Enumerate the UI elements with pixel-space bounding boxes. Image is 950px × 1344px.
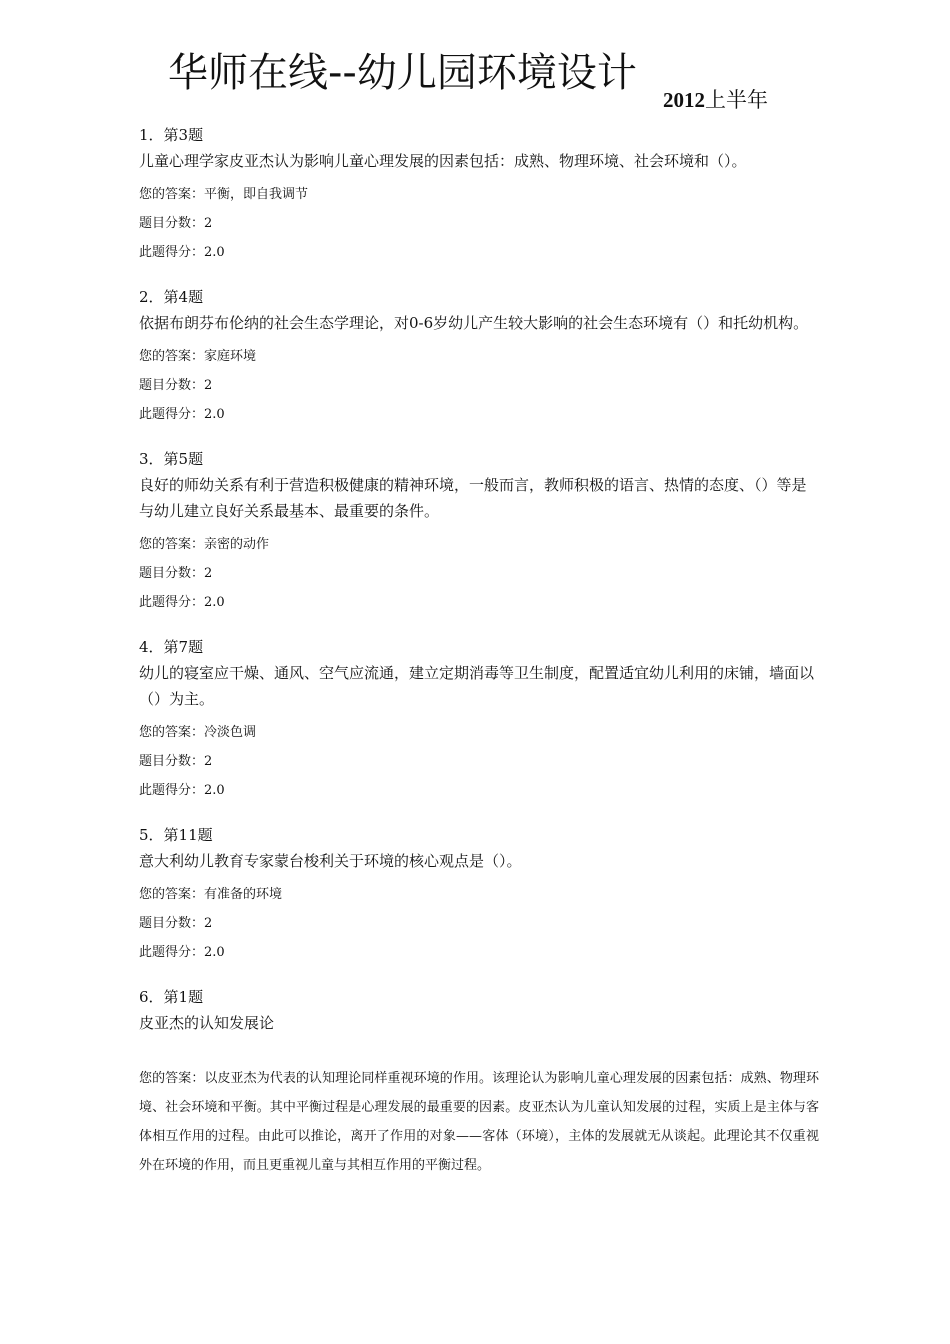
question-number: 2．第4题 (139, 288, 204, 306)
question-number: 6．第1题 (139, 988, 204, 1006)
your-answer: 您的答案：平衡，即自我调节 (139, 187, 309, 202)
question-points: 题目分数：2 (139, 566, 213, 581)
document-header (168, 46, 928, 116)
question-points: 题目分数：2 (139, 378, 213, 393)
question-text: 意大利幼儿教育专家蒙台梭利关于环境的核心观点是（）。 (139, 852, 522, 870)
question-score: 此题得分：2.0 (139, 407, 225, 422)
question-text: 儿童心理学家皮亚杰认为影响儿童心理发展的因素包括：成熟、物理环境、社会环境和（）。 (139, 152, 747, 170)
question-list (139, 122, 819, 1180)
question-item (139, 634, 819, 805)
question-score: 此题得分：2.0 (139, 945, 225, 960)
question-score: 此题得分：2.0 (139, 245, 225, 260)
your-answer: 您的答案：以皮亚杰为代表的认知理论同样重视环境的作用。该理论认为影响儿童心理发展的因素包括：成熟、物理环境、社会环境和平衡。其中平衡过程是心理发展的最重要的因素。皮亚杰认为儿童认知发展的过程，实质上是主体与客体相互作用的过程。由此可以推论，离开了作用的对象——客体（环境），主体的发展就无从谈起。此理论其不仅重视外在环境的作用，而且更重视儿童与其相互作用的平衡过程。 (139, 1071, 819, 1173)
question-points: 题目分数：2 (139, 216, 213, 231)
question-score: 此题得分：2.0 (139, 783, 225, 798)
question-item (139, 446, 819, 617)
year-label: 2012 (663, 88, 705, 112)
question-score: 此题得分：2.0 (139, 595, 225, 610)
question-text: 良好的师幼关系有利于营造积极健康的精神环境，一般而言，教师积极的语言、热情的态度、（）等是与幼儿建立良好关系最基本、最重要的条件。 (139, 476, 807, 520)
your-answer: 您的答案：有准备的环境 (139, 887, 283, 902)
question-number: 3．第5题 (139, 450, 204, 468)
question-number: 1．第3题 (139, 126, 204, 144)
document-term (663, 86, 768, 114)
question-text: 幼儿的寝室应干燥、通风、空气应流通，建立定期消毒等卫生制度，配置适宜幼儿利用的床铺，墙面以（）为主。 (139, 664, 815, 708)
question-number: 4．第7题 (139, 638, 204, 656)
your-answer: 您的答案：亲密的动作 (139, 537, 270, 552)
question-text: 皮亚杰的认知发展论 (139, 1014, 275, 1032)
question-number: 5．第11题 (139, 826, 213, 844)
question-points: 题目分数：2 (139, 754, 213, 769)
question-item (139, 122, 819, 267)
question-item (139, 984, 819, 1180)
document-title: 华师在线--幼儿园环境设计 (168, 50, 637, 96)
question-item (139, 284, 819, 429)
your-answer: 您的答案：冷淡色调 (139, 725, 257, 740)
term-label: 上半年 (705, 88, 768, 112)
question-item (139, 822, 819, 967)
question-points: 题目分数：2 (139, 916, 213, 931)
your-answer: 您的答案：家庭环境 (139, 349, 257, 364)
question-text: 依据布朗芬布伦纳的社会生态学理论，对0-6岁幼儿产生较大影响的社会生态环境有（）和托幼机构。 (139, 314, 809, 332)
